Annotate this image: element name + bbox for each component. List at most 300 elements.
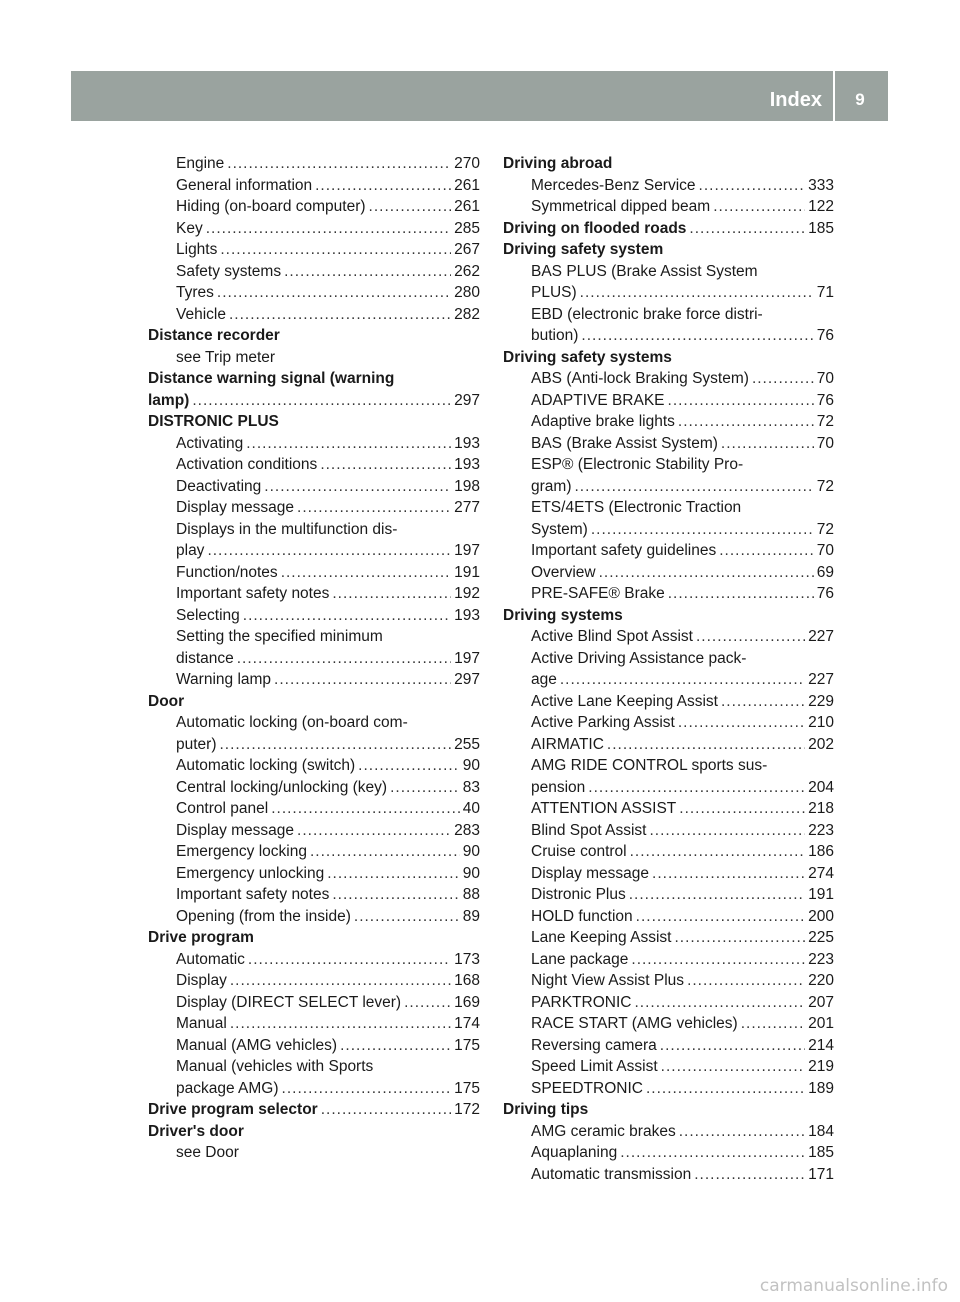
index-entry <box>148 712 480 734</box>
entry-label: Activation conditions <box>176 456 318 473</box>
entry-label: Cruise control <box>531 843 627 860</box>
entry-label: Display (DIRECT SELECT lever) <box>176 993 402 1011</box>
entry-label: Display <box>176 972 227 989</box>
index-entry[interactable] <box>503 1035 834 1057</box>
dot-leader <box>230 1013 451 1035</box>
dot-leader <box>687 970 805 992</box>
entry-page-number: 191 <box>808 886 834 903</box>
entry-label: Function/notes <box>176 563 278 581</box>
dot-leader <box>332 583 451 605</box>
index-entry[interactable] <box>148 304 480 326</box>
dot-leader <box>274 669 451 691</box>
entry-label: PLUS) <box>531 284 577 301</box>
entry-label: Control panel <box>176 800 269 817</box>
index-entry[interactable] <box>503 927 834 949</box>
dot-leader <box>652 863 805 885</box>
index-entry[interactable] <box>148 863 480 885</box>
index-entry[interactable] <box>503 411 834 433</box>
entry-label: Speed Limit Assist <box>531 1058 658 1075</box>
dot-leader <box>271 798 460 820</box>
index-entry[interactable] <box>148 175 480 197</box>
entry-label: General information <box>176 176 313 194</box>
entry-label: gram) <box>531 477 572 495</box>
index-entry[interactable] <box>503 282 834 304</box>
entry-label: Mercedes-Benz Service <box>531 176 696 194</box>
dot-leader <box>668 390 814 412</box>
index-entry[interactable] <box>148 605 480 627</box>
entry-label: ESP® (Electronic Stability Pro- <box>531 456 744 473</box>
entry-page-number: 277 <box>454 499 480 516</box>
dot-leader <box>354 906 460 928</box>
entry-page-number: 200 <box>808 907 834 925</box>
dot-leader <box>607 734 805 756</box>
entry-label: Overview <box>531 563 596 581</box>
entry-label: Active Driving Assistance pack- <box>531 649 747 667</box>
dot-leader <box>752 368 814 390</box>
entry-label: Blind Spot Assist <box>531 821 647 839</box>
entry-label: BAS PLUS (Brake Assist System <box>531 262 758 280</box>
entry-page-number: 89 <box>462 907 480 925</box>
index-entry <box>148 1142 480 1164</box>
dot-leader <box>207 540 451 562</box>
entry-page-number: 261 <box>454 176 480 194</box>
dot-leader <box>217 282 451 304</box>
index-entry[interactable] <box>503 368 834 390</box>
entry-label: Manual <box>176 1015 227 1032</box>
index-entry[interactable] <box>503 1164 834 1186</box>
index-entry <box>148 626 480 648</box>
dot-leader <box>678 712 805 734</box>
index-entry[interactable] <box>148 433 480 455</box>
dot-leader <box>620 1142 805 1164</box>
index-entry[interactable] <box>503 734 834 756</box>
entry-page-number: 174 <box>454 1015 480 1032</box>
index-entry[interactable] <box>503 626 834 648</box>
entry-label: see Trip meter <box>176 348 276 366</box>
entry-page-number: 193 <box>454 434 480 452</box>
entry-page-number: 204 <box>808 778 834 796</box>
index-entry[interactable] <box>148 196 480 218</box>
entry-page-number: 175 <box>454 1036 480 1054</box>
entry-page-number: 70 <box>816 370 834 387</box>
entry-page-number: 297 <box>454 671 480 688</box>
entry-label: lamp) <box>148 391 190 409</box>
index-heading <box>503 347 834 369</box>
entry-label: Safety systems <box>176 262 282 280</box>
index-entry[interactable] <box>148 153 480 175</box>
entry-label: Lane Keeping Assist <box>531 929 672 946</box>
index-entry[interactable] <box>503 777 834 799</box>
dot-leader <box>588 777 805 799</box>
dot-leader <box>678 411 814 433</box>
index-heading[interactable] <box>503 218 834 240</box>
entry-label: AIRMATIC <box>531 735 604 753</box>
entry-page-number: 282 <box>454 305 480 323</box>
entry-label: Driving on flooded roads <box>503 219 687 237</box>
entry-page-number: 168 <box>454 972 480 989</box>
entry-page-number: 214 <box>808 1036 834 1054</box>
index-heading <box>148 1121 480 1143</box>
index-entry[interactable] <box>503 884 834 906</box>
index-entry[interactable] <box>148 798 480 820</box>
index-heading[interactable] <box>148 1099 480 1121</box>
index-entry[interactable] <box>148 992 480 1014</box>
index-entry[interactable] <box>148 497 480 519</box>
entry-label: pension <box>531 778 586 796</box>
index-entry[interactable] <box>148 906 480 928</box>
entry-label: PARKTRONIC <box>531 993 632 1011</box>
entry-label: Distance warning signal (warning <box>148 370 395 387</box>
index-entry[interactable] <box>148 755 480 777</box>
index-entry <box>503 497 834 519</box>
entry-page-number: 186 <box>808 843 834 860</box>
entry-label: Lane package <box>531 950 629 968</box>
entry-label: Automatic <box>176 950 245 968</box>
dot-leader <box>668 583 814 605</box>
entry-page-number: 255 <box>454 735 480 753</box>
index-entry[interactable] <box>503 949 834 971</box>
entry-label: age <box>531 671 557 688</box>
index-entry[interactable] <box>148 1013 480 1035</box>
index-column-right <box>503 153 834 1185</box>
entry-page-number: 267 <box>454 241 480 258</box>
dot-leader <box>264 476 451 498</box>
index-entry <box>148 519 480 541</box>
index-entry[interactable] <box>503 196 834 218</box>
dot-leader <box>581 325 813 347</box>
index-entry[interactable] <box>148 454 480 476</box>
dot-leader <box>237 648 451 670</box>
dot-leader <box>660 1035 805 1057</box>
index-entry[interactable] <box>148 949 480 971</box>
entry-label: Display message <box>176 821 295 839</box>
index-entry[interactable] <box>148 777 480 799</box>
header-divider <box>833 71 835 121</box>
index-entry[interactable] <box>148 261 480 283</box>
entry-label: Central locking/unlocking (key) <box>176 778 388 796</box>
entry-label: ADAPTIVE BRAKE <box>531 391 665 409</box>
index-entry[interactable] <box>148 282 480 304</box>
entry-label: see Door <box>176 1144 239 1161</box>
dot-leader <box>721 433 814 455</box>
entry-label: Automatic transmission <box>531 1165 692 1183</box>
entry-page-number: 201 <box>808 1015 834 1032</box>
entry-label: Opening (from the inside) <box>176 907 351 925</box>
entry-label: Display message <box>531 864 650 882</box>
entry-label: Important safety guidelines <box>531 542 717 559</box>
entry-page-number: 283 <box>454 821 480 839</box>
entry-label: Vehicle <box>176 305 226 323</box>
dot-leader <box>649 820 805 842</box>
entry-page-number: 220 <box>808 972 834 989</box>
entry-label: Driving abroad <box>503 155 613 172</box>
entry-label: AMG ceramic brakes <box>531 1122 676 1140</box>
dot-leader <box>646 1078 805 1100</box>
dot-leader <box>206 218 451 240</box>
dot-leader <box>721 691 805 713</box>
dot-leader <box>404 992 451 1014</box>
entry-page-number: 172 <box>454 1101 480 1118</box>
dot-leader <box>679 798 805 820</box>
dot-leader <box>192 390 451 412</box>
entry-label: Symmetrical dipped beam <box>531 198 711 215</box>
entry-page-number: 229 <box>808 692 834 710</box>
index-entry[interactable] <box>503 562 834 584</box>
entry-page-number: 202 <box>808 735 834 753</box>
entry-label: Active Lane Keeping Assist <box>531 692 718 710</box>
dot-leader <box>220 239 451 261</box>
index-entry[interactable] <box>503 540 834 562</box>
index-entry[interactable] <box>503 863 834 885</box>
entry-label: Manual (AMG vehicles) <box>176 1036 338 1054</box>
entry-label: distance <box>176 649 234 667</box>
index-entry[interactable] <box>503 476 834 498</box>
index-entry[interactable] <box>503 175 834 197</box>
dot-leader <box>227 153 451 175</box>
entry-page-number: 285 <box>454 219 480 237</box>
entry-label: Hiding (on-board computer) <box>176 198 366 215</box>
entry-label: ABS (Anti-lock Braking System) <box>531 370 749 387</box>
entry-page-number: 76 <box>816 391 834 409</box>
entry-label: ETS/4ETS (Electronic Traction <box>531 499 742 516</box>
dot-leader <box>229 304 451 326</box>
dot-leader <box>284 261 451 283</box>
index-entry[interactable] <box>503 906 834 928</box>
entry-label: Driving safety system <box>503 241 664 258</box>
entry-page-number: 185 <box>808 219 834 237</box>
entry-label: BAS (Brake Assist System) <box>531 434 718 452</box>
entry-label: Warning lamp <box>176 671 272 688</box>
index-entry <box>503 261 834 283</box>
entry-page-number: 197 <box>454 649 480 667</box>
entry-page-number: 333 <box>808 176 834 194</box>
entry-label: Emergency unlocking <box>176 864 325 882</box>
entry-page-number: 90 <box>462 757 480 774</box>
index-heading <box>503 239 834 261</box>
entry-label: Driving systems <box>503 606 623 624</box>
index-entry[interactable] <box>503 433 834 455</box>
entry-label: Drive program <box>148 929 254 946</box>
entry-label: Displays in the multifunction dis- <box>176 520 398 538</box>
index-heading <box>148 691 480 713</box>
index-entry[interactable] <box>148 841 480 863</box>
entry-label: Important safety notes <box>176 585 330 602</box>
index-entry[interactable] <box>503 1142 834 1164</box>
index-entry[interactable] <box>503 841 834 863</box>
dot-leader <box>636 906 805 928</box>
entry-page-number: 189 <box>808 1079 834 1097</box>
index-entry[interactable] <box>503 970 834 992</box>
index-entry[interactable] <box>503 669 834 691</box>
entry-page-number: 218 <box>808 800 834 817</box>
dot-leader <box>282 1078 452 1100</box>
dot-leader <box>321 1099 451 1121</box>
index-entry[interactable] <box>148 583 480 605</box>
dot-leader <box>230 970 451 992</box>
entry-label: AMG RIDE CONTROL sports sus- <box>531 757 768 774</box>
index-entry[interactable] <box>148 218 480 240</box>
entry-label: Lights <box>176 241 218 258</box>
index-entry[interactable] <box>503 519 834 541</box>
entry-page-number: 210 <box>808 714 834 731</box>
page-number: 9 <box>855 90 865 109</box>
entry-label: Driving safety systems <box>503 348 672 366</box>
entry-page-number: 173 <box>454 950 480 968</box>
entry-page-number: 223 <box>808 821 834 839</box>
entry-page-number: 122 <box>808 198 834 215</box>
entry-label: ATTENTION ASSIST <box>531 800 677 817</box>
dot-leader <box>591 519 814 541</box>
index-entry <box>503 304 834 326</box>
dot-leader <box>246 433 451 455</box>
index-entry[interactable] <box>148 562 480 584</box>
index-entry[interactable] <box>148 476 480 498</box>
dot-leader <box>674 927 805 949</box>
entry-label: Drive program selector <box>148 1101 318 1118</box>
entry-label: Automatic locking (switch) <box>176 757 356 774</box>
entry-page-number: 191 <box>454 563 480 581</box>
entry-page-number: 72 <box>816 413 834 430</box>
index-entry[interactable] <box>503 1013 834 1035</box>
index-entry <box>503 454 834 476</box>
entry-page-number: 40 <box>462 800 480 817</box>
entry-label: Night View Assist Plus <box>531 972 685 989</box>
dot-leader <box>699 175 806 197</box>
entry-page-number: 184 <box>808 1122 834 1140</box>
index-heading <box>503 605 834 627</box>
entry-label: Driver's door <box>148 1122 244 1140</box>
index-entry[interactable] <box>503 691 834 713</box>
dot-leader <box>696 626 805 648</box>
entry-label: PRE-SAFE® Brake <box>531 585 665 602</box>
entry-label: bution) <box>531 327 579 344</box>
entry-label: Setting the specified minimum <box>176 628 383 645</box>
dot-leader <box>248 949 451 971</box>
dot-leader <box>574 476 813 498</box>
index-heading <box>148 325 480 347</box>
dot-leader <box>661 1056 805 1078</box>
index-entry <box>148 1056 480 1078</box>
entry-label: Emergency locking <box>176 843 307 860</box>
index-entry[interactable] <box>148 669 480 691</box>
entry-label: DISTRONIC PLUS <box>148 413 279 430</box>
index-entry[interactable] <box>148 884 480 906</box>
dot-leader <box>741 1013 805 1035</box>
entry-page-number: 193 <box>454 456 480 473</box>
entry-label: EBD (electronic brake force distri- <box>531 305 763 323</box>
dot-leader <box>358 755 460 777</box>
entry-page-number: 225 <box>808 929 834 946</box>
dot-leader <box>679 1121 805 1143</box>
dot-leader <box>580 282 814 304</box>
entry-page-number: 185 <box>808 1144 834 1161</box>
entry-page-number: 70 <box>816 542 834 559</box>
index-entry[interactable] <box>148 1035 480 1057</box>
entry-page-number: 227 <box>808 671 834 688</box>
dot-leader <box>719 540 814 562</box>
dot-leader <box>327 863 460 885</box>
entry-label: Active Blind Spot Assist <box>531 628 693 645</box>
dot-leader <box>630 841 806 863</box>
entry-page-number: 76 <box>816 327 834 344</box>
entry-page-number: 169 <box>454 993 480 1011</box>
index-entry[interactable] <box>503 992 834 1014</box>
dot-leader <box>340 1035 451 1057</box>
index-entry[interactable] <box>503 798 834 820</box>
section-title: Index <box>769 89 822 111</box>
entry-page-number: 69 <box>816 563 834 581</box>
entry-page-number: 198 <box>454 477 480 495</box>
entry-page-number: 192 <box>454 585 480 602</box>
index-entry[interactable] <box>503 1078 834 1100</box>
index-entry[interactable] <box>148 734 480 756</box>
dot-leader <box>689 218 805 240</box>
dot-leader <box>297 497 451 519</box>
index-entry[interactable] <box>503 390 834 412</box>
entry-page-number: 70 <box>816 434 834 452</box>
entry-label: Distronic Plus <box>531 886 626 903</box>
dot-leader <box>713 196 805 218</box>
entry-page-number: 71 <box>816 284 834 301</box>
entry-label: package AMG) <box>176 1079 279 1097</box>
index-column-left <box>148 153 480 1164</box>
entry-page-number: 90 <box>462 864 480 882</box>
dot-leader <box>694 1164 805 1186</box>
entry-label: Display message <box>176 499 295 516</box>
dot-leader <box>369 196 452 218</box>
entry-page-number: 175 <box>454 1079 480 1097</box>
dot-leader <box>281 562 451 584</box>
entry-label: Active Parking Assist <box>531 714 675 731</box>
entry-label: SPEEDTRONIC <box>531 1079 643 1097</box>
entry-label: RACE START (AMG vehicles) <box>531 1015 738 1032</box>
entry-page-number: 270 <box>454 155 480 172</box>
dot-leader <box>634 992 805 1014</box>
index-entry[interactable] <box>503 820 834 842</box>
index-entry[interactable] <box>148 540 480 562</box>
entry-page-number: 227 <box>808 628 834 645</box>
entry-label: Door <box>148 692 185 710</box>
index-entry[interactable] <box>503 583 834 605</box>
index-entry[interactable] <box>148 820 480 842</box>
index-heading[interactable] <box>148 390 480 412</box>
index-heading <box>148 411 480 433</box>
dot-leader <box>320 454 451 476</box>
entry-label: Automatic locking (on-board com- <box>176 714 408 731</box>
index-entry[interactable] <box>148 239 480 261</box>
index-entry[interactable] <box>148 1078 480 1100</box>
entry-page-number: 88 <box>462 886 480 903</box>
index-entry[interactable] <box>503 1056 834 1078</box>
entry-label: Aquaplaning <box>531 1144 618 1161</box>
dot-leader <box>297 820 451 842</box>
index-heading <box>148 927 480 949</box>
index-entry[interactable] <box>148 648 480 670</box>
dot-leader <box>332 884 459 906</box>
index-entry <box>148 347 480 369</box>
index-entry[interactable] <box>503 712 834 734</box>
entry-label: Deactivating <box>176 477 262 495</box>
index-entry[interactable] <box>503 325 834 347</box>
index-entry[interactable] <box>148 970 480 992</box>
entry-label: Activating <box>176 434 244 452</box>
dot-leader <box>629 884 805 906</box>
entry-label: Adaptive brake lights <box>531 413 675 430</box>
entry-page-number: 90 <box>462 843 480 860</box>
index-entry[interactable] <box>503 1121 834 1143</box>
entry-label: puter) <box>176 735 217 753</box>
entry-page-number: 261 <box>454 198 480 215</box>
